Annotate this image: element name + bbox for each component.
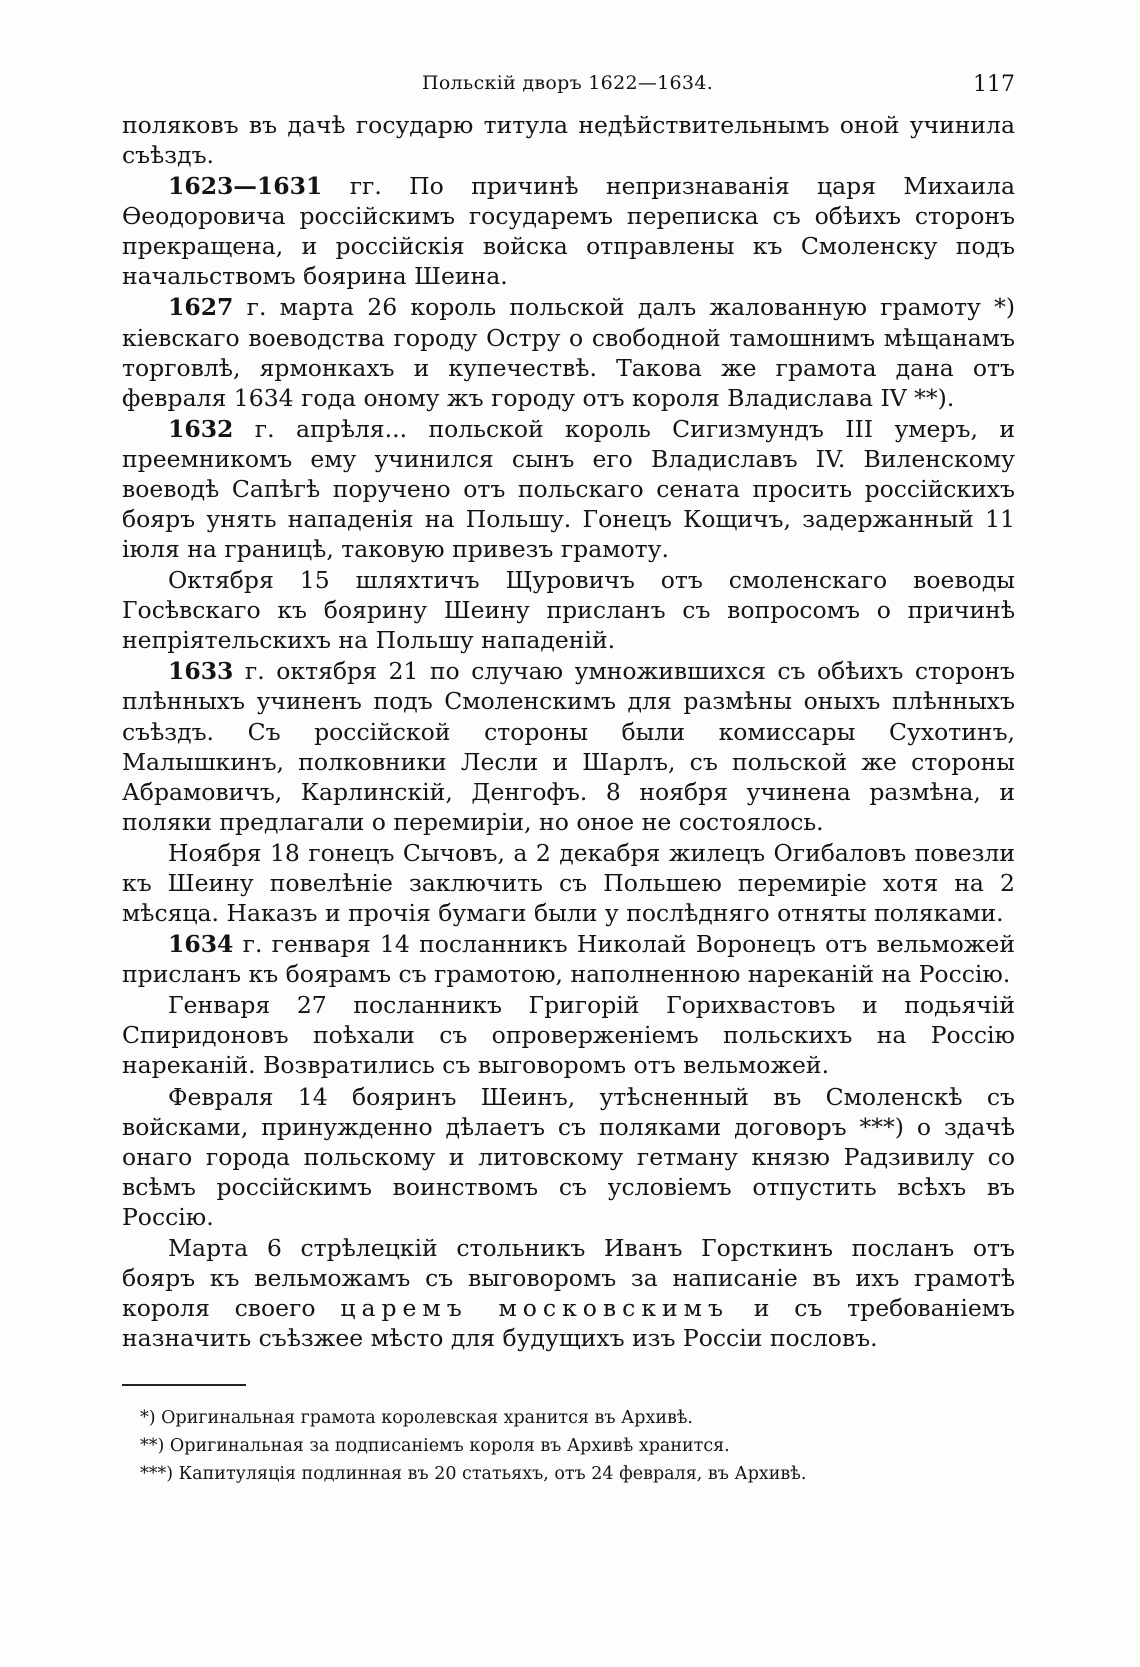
running-head: Польскій дворъ 1622—1634.: [421, 72, 714, 94]
footnote: **) Оригинальная за подписаніемъ короля въ Архивѣ хранится.: [140, 1436, 730, 1456]
footnotes: [140, 1404, 1000, 1488]
paragraph-text: г. апрѣля... польской король Сигизмундъ III умеръ, и преемникомъ ему учинился сынъ его Владиславъ IV. Виленскому воеводѣ Сапѣгѣ поручено отъ польскаго сената просить россійскихъ бояръ унять нападенія на Польшу. Гонецъ Кощичъ, задержанный 11 іюля на границѣ, таковую привезъ грамоту.: [122, 414, 1015, 564]
paragraph-text: г. генваря 14 посланникъ Николай Воронецъ отъ вельможей присланъ къ боярамъ съ грамотою, наполненною нареканій на Россію.: [122, 930, 1015, 989]
paragraph: [122, 1082, 1015, 1232]
year-heading: 1623—1631: [168, 172, 323, 201]
paragraph-text: г. октября 21 по случаю умножившихся съ обѣихъ сторонъ плѣнныхъ учиненъ подъ Смоленскимъ для размѣны оныхъ плѣнныхъ съѣздъ. Съ россійской стороны были комиссары Сухотинъ, Малышкинъ, полковники Лесли и Шарлъ, съ польской же стороны Абрамовичъ, Карлинскій, Денгофъ. 8 ноября учинена размѣна, и поляки предлагали о перемиріи, но оное не состоялось.: [122, 657, 1015, 836]
paragraph-text: Ноября 18 гонецъ Сычовъ, а 2 декабря жилецъ Огибаловъ повезли къ Шеину повелѣніе заключить съ Польшею перемиріе хотя на 2 мѣсяца. Наказъ и прочія бумаги были у послѣдняго отняты поляками.: [122, 838, 1015, 928]
footnote: ***) Капитуляція подлинная въ 20 статьяхъ, отъ 24 февраля, въ Архивѣ.: [140, 1464, 807, 1484]
paragraph: [122, 414, 1015, 564]
paragraph-text: г. марта 26 король польской далъ жалованную грамоту *) кіевскаго воеводства городу Остру о свободной тамошнимъ мѣщанамъ торговлѣ, ярмонкахъ и купечествѣ. Такова же грамота дана отъ февраля 1634 года оному жъ городу отъ короля Владислава IV **).: [122, 293, 1015, 412]
paragraph-text: Генваря 27 посланникъ Григорій Горихвастовъ и подьячій Спиридоновъ поѣхали съ опроверженіемъ польскихъ на Россію нареканій. Возвратились съ выговоромъ отъ вельможей.: [122, 991, 1015, 1080]
paragraph: [122, 171, 1015, 291]
paragraph-text: Февраля 14 бояринъ Шеинъ, утѣсненный въ Смоленскѣ съ войсками, принужденно дѣлаетъ съ поляками договоръ ***) о здачѣ онаго города польскому и литовскому гетману князю Радзивилу со всѣмъ россійскимъ воинствомъ съ условіемъ отпустить всѣхъ въ Россію.: [122, 1082, 1015, 1231]
paragraph: [122, 565, 1015, 655]
year-heading: 1632: [168, 414, 234, 443]
paragraph-text: и съ требованіемъ назначить съѣзжее мѣсто для будущихъ изъ Россіи пословъ.: [122, 1294, 1015, 1353]
paragraph: [122, 656, 1015, 836]
footnote: *) Оригинальная грамота королевская хранится въ Архивѣ.: [140, 1408, 693, 1428]
page-header: [120, 72, 1015, 106]
paragraph-text: Марта 6 стрѣлецкій стольникъ Иванъ Горсткинъ посланъ отъ бояръ къ вельможамъ съ выговоромъ за написаніе въ ихъ грамотѣ короля своего: [122, 1233, 1015, 1323]
paragraph-text: Октября 15 шляхтичъ Щуровичъ отъ смоленскаго воеводы Госѣвскаго къ боярину Шеину присланъ съ вопросомъ о причинѣ непріятельскихъ на Польшу нападеній.: [122, 566, 1015, 655]
paragraph-text: гг. По причинѣ непризнаванія царя Михаила Ѳеодоровича россійскимъ государемъ переписка съ обѣихъ сторонъ прекращена, и россійскія войска отправлены къ Смоленску подъ начальствомъ боярина Шеина.: [122, 172, 1015, 291]
paragraph: [122, 1233, 1015, 1353]
footnote-separator: [122, 1384, 246, 1386]
main-text: [122, 110, 1015, 1353]
year-heading: 1633: [168, 657, 234, 686]
paragraph: [122, 990, 1015, 1080]
paragraph: [122, 110, 1015, 170]
paragraph: [122, 838, 1015, 928]
page-number: 117: [973, 72, 1015, 97]
spaced-text: царемъ московскимъ: [340, 1294, 729, 1323]
paragraph-text: поляковъ въ дачѣ государю титула недѣйствительнымъ оной учинила съѣздъ.: [122, 111, 1015, 170]
paragraph: [122, 292, 1015, 412]
paragraph: [122, 929, 1015, 989]
year-heading: 1634: [168, 930, 234, 959]
year-heading: 1627: [168, 293, 234, 322]
